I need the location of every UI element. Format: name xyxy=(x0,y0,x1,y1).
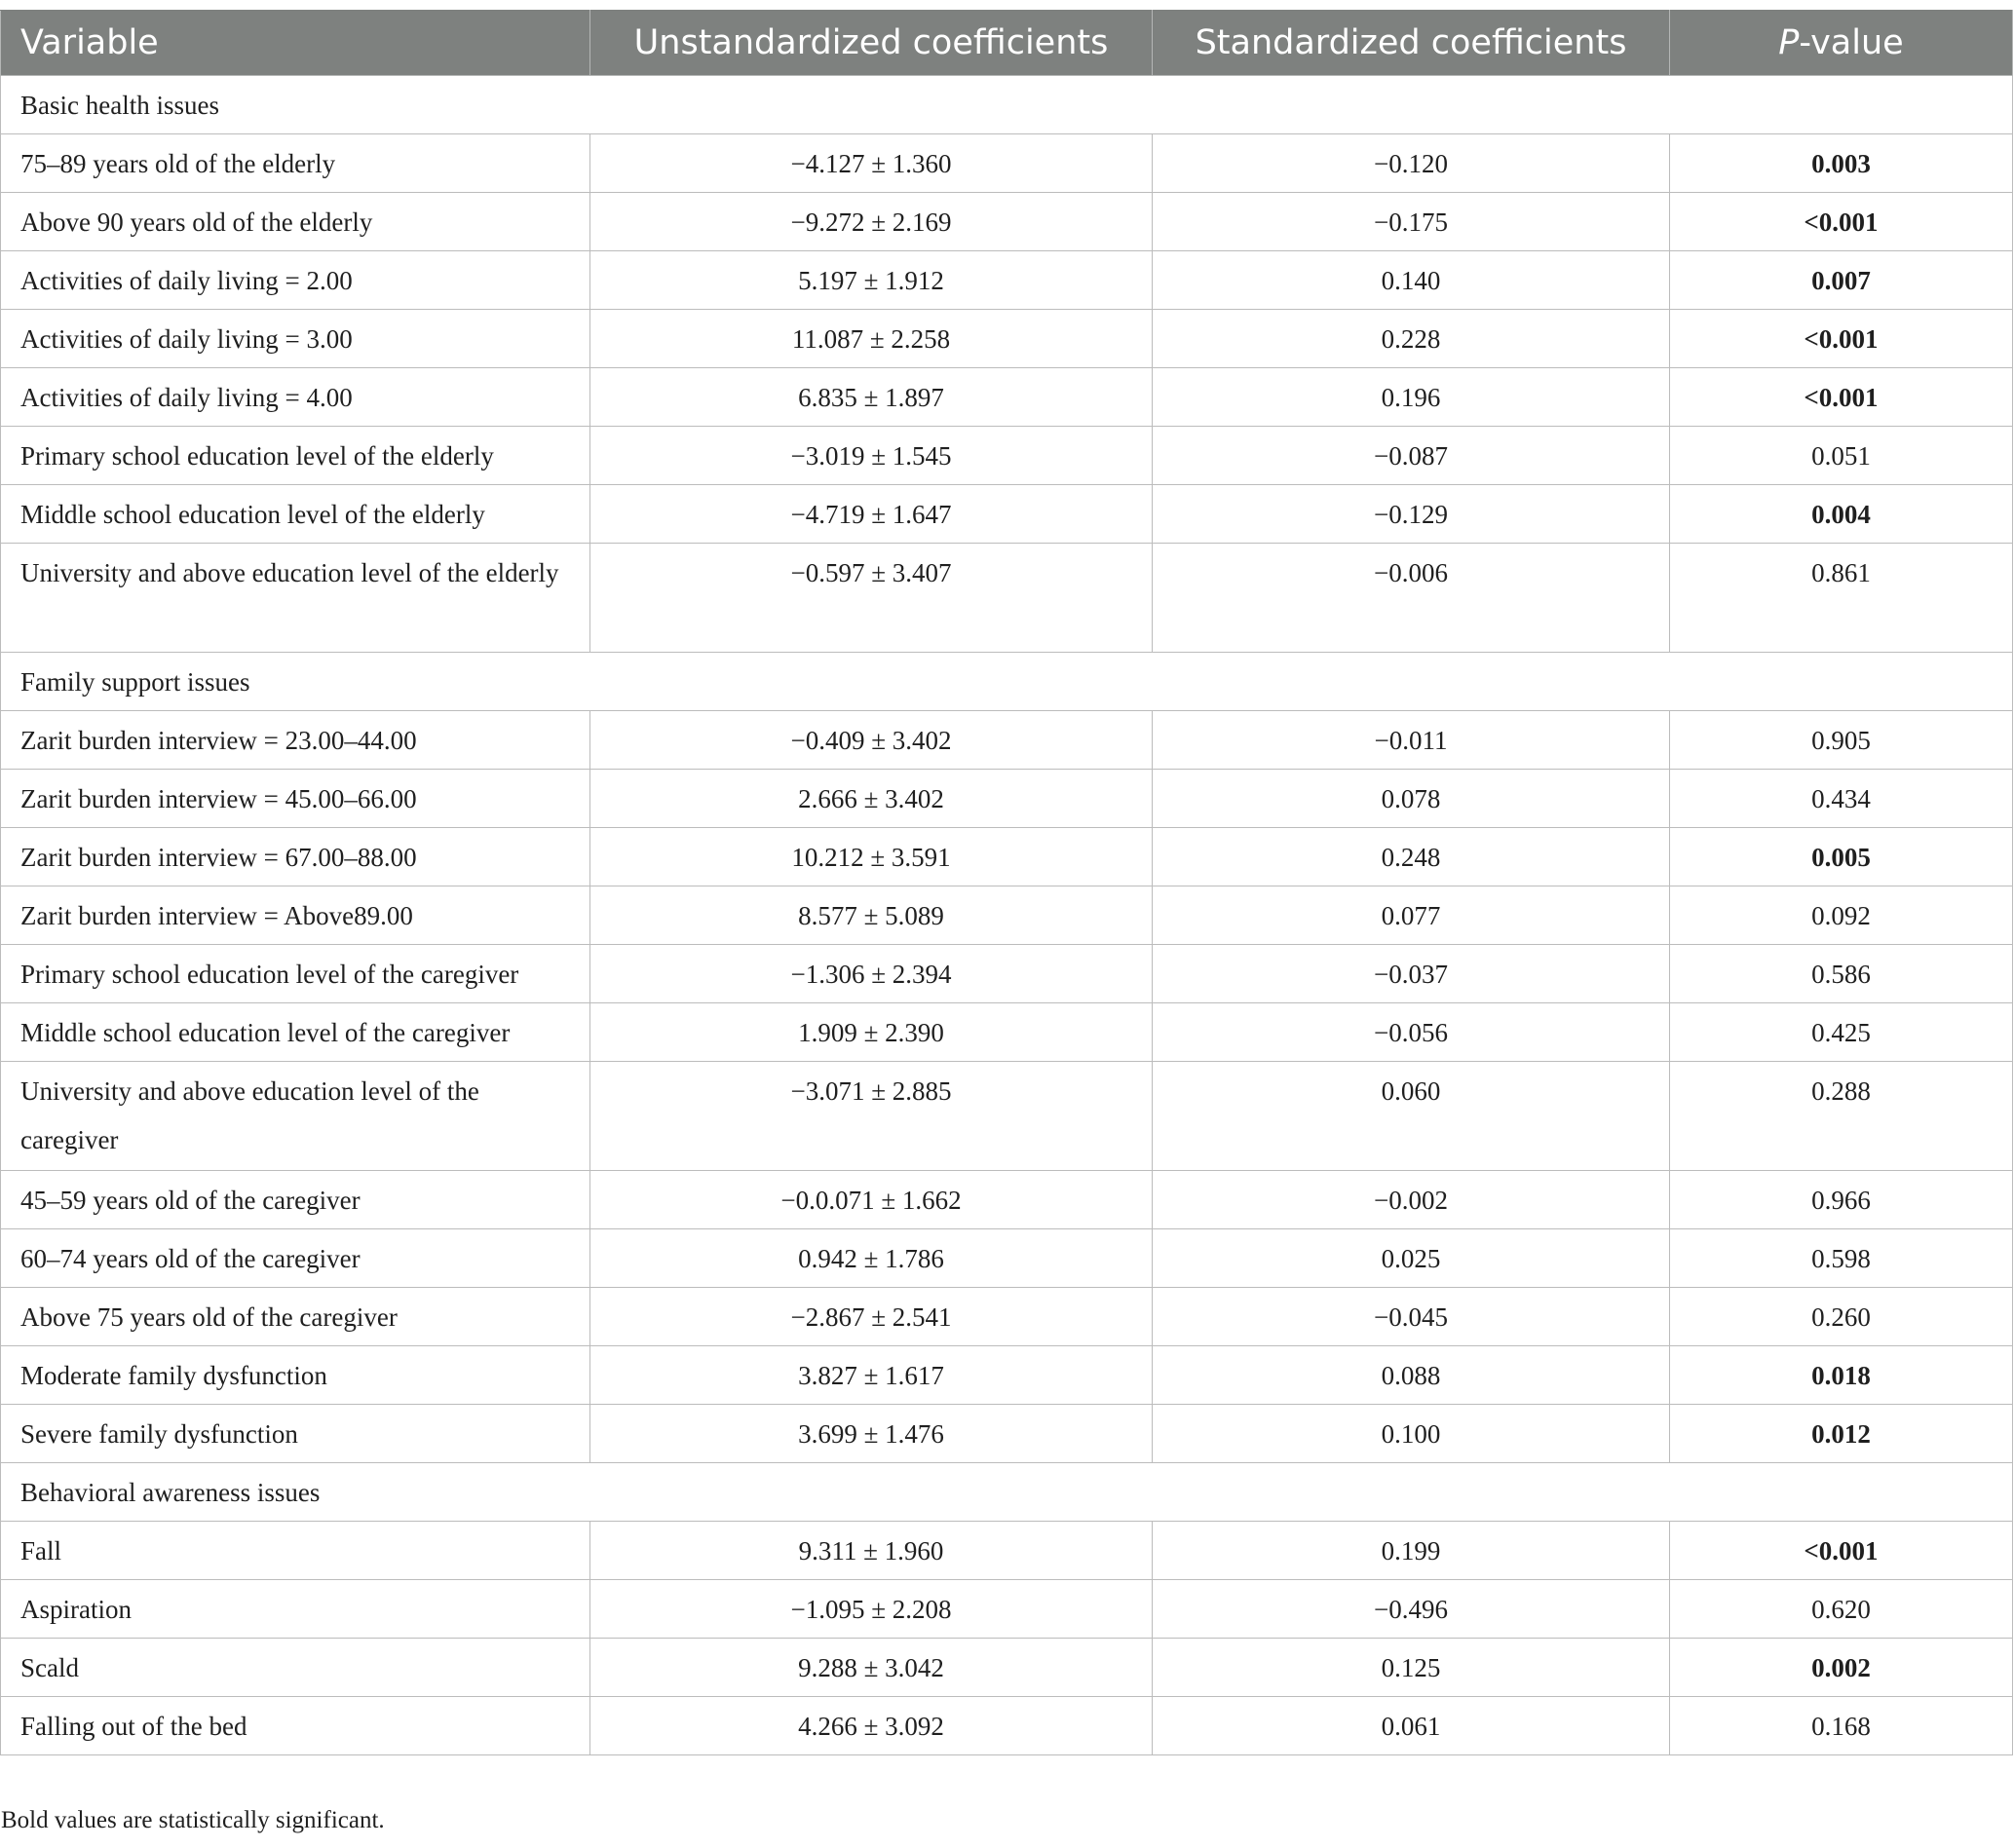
cell-variable: Scald xyxy=(1,1639,590,1697)
cell-unstandardized: 1.909 ± 2.390 xyxy=(590,1003,1153,1062)
cell-unstandardized: 0.942 ± 1.786 xyxy=(590,1229,1153,1288)
cell-p-value: <0.001 xyxy=(1670,310,2013,368)
cell-variable: Zarit burden interview = 45.00–66.00 xyxy=(1,770,590,828)
cell-standardized: −0.002 xyxy=(1153,1171,1670,1229)
header-p-rest: -value xyxy=(1799,23,1904,62)
cell-p-value: 0.905 xyxy=(1670,711,2013,770)
cell-standardized: 0.199 xyxy=(1153,1522,1670,1580)
cell-standardized: −0.175 xyxy=(1153,193,1670,251)
cell-unstandardized: −0.597 ± 3.407 xyxy=(590,544,1153,653)
cell-p-value: 0.004 xyxy=(1670,485,2013,544)
table-row xyxy=(1,1639,2013,1697)
cell-p-value: 0.598 xyxy=(1670,1229,2013,1288)
cell-standardized: −0.129 xyxy=(1153,485,1670,544)
cell-unstandardized: 3.699 ± 1.476 xyxy=(590,1405,1153,1463)
header-variable: Variable xyxy=(1,11,590,76)
section-row xyxy=(1,653,2013,711)
cell-unstandardized: 5.197 ± 1.912 xyxy=(590,251,1153,310)
cell-variable: Primary school education level of the caregiver xyxy=(1,945,590,1003)
cell-variable: University and above education level of the caregiver xyxy=(1,1062,590,1171)
cell-p-value: 0.966 xyxy=(1670,1171,2013,1229)
header-standardized: Standardized coefficients xyxy=(1153,11,1670,76)
cell-p-value: 0.012 xyxy=(1670,1405,2013,1463)
cell-variable: Middle school education level of the elderly xyxy=(1,485,590,544)
cell-standardized: 0.125 xyxy=(1153,1639,1670,1697)
table-row xyxy=(1,193,2013,251)
cell-standardized: 0.088 xyxy=(1153,1346,1670,1405)
cell-unstandardized: 8.577 ± 5.089 xyxy=(590,886,1153,945)
cell-variable: Zarit burden interview = Above89.00 xyxy=(1,886,590,945)
cell-standardized: 0.196 xyxy=(1153,368,1670,427)
cell-p-value: 0.168 xyxy=(1670,1697,2013,1755)
section-row xyxy=(1,76,2013,134)
cell-standardized: −0.037 xyxy=(1153,945,1670,1003)
cell-variable: Activities of daily living = 3.00 xyxy=(1,310,590,368)
table-row xyxy=(1,1346,2013,1405)
cell-unstandardized: −3.071 ± 2.885 xyxy=(590,1062,1153,1171)
cell-p-value: 0.007 xyxy=(1670,251,2013,310)
table-row xyxy=(1,251,2013,310)
cell-standardized: 0.077 xyxy=(1153,886,1670,945)
cell-p-value: 0.425 xyxy=(1670,1003,2013,1062)
cell-standardized: 0.061 xyxy=(1153,1697,1670,1755)
cell-variable: Zarit burden interview = 23.00–44.00 xyxy=(1,711,590,770)
table-row xyxy=(1,1697,2013,1755)
cell-p-value: 0.005 xyxy=(1670,828,2013,886)
section-label: Family support issues xyxy=(1,653,2013,711)
table-row xyxy=(1,1171,2013,1229)
cell-variable: Activities of daily living = 4.00 xyxy=(1,368,590,427)
cell-variable: Zarit burden interview = 67.00–88.00 xyxy=(1,828,590,886)
cell-p-value: <0.001 xyxy=(1670,193,2013,251)
cell-standardized: −0.045 xyxy=(1153,1288,1670,1346)
cell-unstandardized: −1.095 ± 2.208 xyxy=(590,1580,1153,1639)
cell-standardized: 0.060 xyxy=(1153,1062,1670,1171)
cell-variable: Middle school education level of the caregiver xyxy=(1,1003,590,1062)
cell-standardized: 0.100 xyxy=(1153,1405,1670,1463)
cell-variable: Activities of daily living = 2.00 xyxy=(1,251,590,310)
cell-p-value: 0.586 xyxy=(1670,945,2013,1003)
section-label: Basic health issues xyxy=(1,76,2013,134)
table-row xyxy=(1,828,2013,886)
cell-unstandardized: 6.835 ± 1.897 xyxy=(590,368,1153,427)
table-footnote: Bold values are statistically significant. xyxy=(1,1807,385,1833)
cell-standardized: −0.011 xyxy=(1153,711,1670,770)
cell-variable: 45–59 years old of the caregiver xyxy=(1,1171,590,1229)
cell-standardized: 0.140 xyxy=(1153,251,1670,310)
cell-standardized: −0.120 xyxy=(1153,134,1670,193)
cell-unstandardized: −0.409 ± 3.402 xyxy=(590,711,1153,770)
cell-p-value: 0.003 xyxy=(1670,134,2013,193)
header-p-italic: P xyxy=(1778,23,1800,62)
cell-unstandardized: 3.827 ± 1.617 xyxy=(590,1346,1153,1405)
header-row xyxy=(1,11,2013,76)
cell-unstandardized: 11.087 ± 2.258 xyxy=(590,310,1153,368)
section-row xyxy=(1,1463,2013,1522)
cell-unstandardized: −9.272 ± 2.169 xyxy=(590,193,1153,251)
table-row xyxy=(1,1405,2013,1463)
cell-p-value: 0.018 xyxy=(1670,1346,2013,1405)
cell-variable: University and above education level of the elderly xyxy=(1,544,590,653)
table-row xyxy=(1,1229,2013,1288)
cell-variable: Severe family dysfunction xyxy=(1,1405,590,1463)
cell-standardized: −0.087 xyxy=(1153,427,1670,485)
cell-unstandardized: −1.306 ± 2.394 xyxy=(590,945,1153,1003)
table-row xyxy=(1,770,2013,828)
cell-unstandardized: −4.719 ± 1.647 xyxy=(590,485,1153,544)
cell-variable: 75–89 years old of the elderly xyxy=(1,134,590,193)
cell-variable: Above 90 years old of the elderly xyxy=(1,193,590,251)
section-label: Behavioral awareness issues xyxy=(1,1463,2013,1522)
cell-unstandardized: 9.288 ± 3.042 xyxy=(590,1639,1153,1697)
table-row xyxy=(1,544,2013,653)
cell-p-value: 0.620 xyxy=(1670,1580,2013,1639)
cell-unstandardized: 10.212 ± 3.591 xyxy=(590,828,1153,886)
table-row xyxy=(1,1580,2013,1639)
regression-table xyxy=(0,10,2013,1755)
cell-p-value: 0.434 xyxy=(1670,770,2013,828)
cell-unstandardized: 9.311 ± 1.960 xyxy=(590,1522,1153,1580)
table-row xyxy=(1,368,2013,427)
table-body xyxy=(1,76,2013,1755)
table-container xyxy=(0,10,2012,1755)
cell-standardized: 0.078 xyxy=(1153,770,1670,828)
table-row xyxy=(1,134,2013,193)
cell-variable: Moderate family dysfunction xyxy=(1,1346,590,1405)
table-row xyxy=(1,1522,2013,1580)
cell-p-value: 0.092 xyxy=(1670,886,2013,945)
table-row xyxy=(1,945,2013,1003)
cell-variable: 60–74 years old of the caregiver xyxy=(1,1229,590,1288)
cell-standardized: −0.496 xyxy=(1153,1580,1670,1639)
table-row xyxy=(1,1003,2013,1062)
cell-p-value: <0.001 xyxy=(1670,1522,2013,1580)
cell-unstandardized: 4.266 ± 3.092 xyxy=(590,1697,1153,1755)
cell-p-value: <0.001 xyxy=(1670,368,2013,427)
header-p-value xyxy=(1670,11,2013,76)
cell-standardized: 0.025 xyxy=(1153,1229,1670,1288)
table-row xyxy=(1,711,2013,770)
cell-variable: Fall xyxy=(1,1522,590,1580)
cell-p-value: 0.288 xyxy=(1670,1062,2013,1171)
cell-standardized: −0.006 xyxy=(1153,544,1670,653)
table-header xyxy=(1,11,2013,76)
cell-standardized: −0.056 xyxy=(1153,1003,1670,1062)
cell-unstandardized: −3.019 ± 1.545 xyxy=(590,427,1153,485)
cell-p-value: 0.002 xyxy=(1670,1639,2013,1697)
cell-standardized: 0.228 xyxy=(1153,310,1670,368)
cell-variable: Above 75 years old of the caregiver xyxy=(1,1288,590,1346)
cell-variable: Falling out of the bed xyxy=(1,1697,590,1755)
cell-unstandardized: −2.867 ± 2.541 xyxy=(590,1288,1153,1346)
cell-unstandardized: −0.0.071 ± 1.662 xyxy=(590,1171,1153,1229)
table-row xyxy=(1,427,2013,485)
cell-p-value: 0.051 xyxy=(1670,427,2013,485)
cell-p-value: 0.260 xyxy=(1670,1288,2013,1346)
table-row xyxy=(1,886,2013,945)
cell-unstandardized: −4.127 ± 1.360 xyxy=(590,134,1153,193)
cell-p-value: 0.861 xyxy=(1670,544,2013,653)
table-row xyxy=(1,310,2013,368)
table-row xyxy=(1,485,2013,544)
table-row xyxy=(1,1062,2013,1171)
cell-unstandardized: 2.666 ± 3.402 xyxy=(590,770,1153,828)
header-unstandardized: Unstandardized coefficients xyxy=(590,11,1153,76)
cell-standardized: 0.248 xyxy=(1153,828,1670,886)
cell-variable: Aspiration xyxy=(1,1580,590,1639)
table-row xyxy=(1,1288,2013,1346)
cell-variable: Primary school education level of the elderly xyxy=(1,427,590,485)
